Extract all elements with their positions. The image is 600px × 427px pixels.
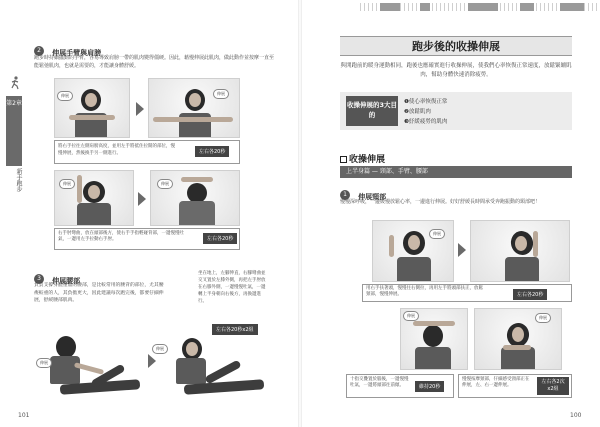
photo-neck-stretch-4 [474,308,562,370]
photo-neck-stretch-3 [400,308,468,370]
stripe-tick [588,3,589,11]
stripe-tick [512,3,513,11]
step1-caption-box-2 [346,374,454,398]
stripe-segment [468,3,498,11]
stripe-tick [544,3,545,11]
section2-title: 伸展手臂與肩膀 [52,49,102,57]
stripe-tick [504,3,505,11]
stripe-tick [452,3,453,11]
photo-shoulder-stretch-1 [54,170,134,226]
bubble: 伸展 [152,344,168,354]
stripe-tick [360,3,361,11]
stripe-tick [584,3,585,11]
arrow-right-icon [136,102,144,116]
bubble: 伸展 [429,229,445,239]
stripe-tick [540,3,541,11]
stripe-tick [412,3,413,11]
section3-text: 負責支撐身體重量的腰部，是比較常用的腰背的部位，尤其腰痠較重的人，其負擔更大，因此建議每次跑完後，都要仔細伸展，舒緩腰部肌肉。 [34,283,164,303]
step1-badge-2: 維持20秒 [415,381,444,392]
goals-label: 收操伸展的3大目的 [346,96,398,126]
stripe-tick [404,3,405,11]
stripe-tick [376,3,377,11]
step1-caption-2: 十指交疊置於腦後，一邊慢慢吐氣，一邊將頭部往前傾。 [350,377,409,388]
stripe-tick [400,3,401,11]
step1-caption-box-1 [362,284,572,302]
page-title: 跑步後的收操伸展 [340,36,572,56]
page-number: 101 [18,412,30,419]
chapter-tab [6,96,22,166]
step1-badge-3: 左右各2次x2組 [537,377,569,395]
photo-neck-stretch-1 [372,220,454,282]
stripe-tick [500,3,501,11]
section3-title: 伸展腰部 [52,277,81,285]
goal-item: ❷放鬆肌肉 [404,109,431,115]
chapter-tab-sub: 新手跑步 [15,168,22,192]
bubble: 伸展 [535,313,551,323]
step2-badge: 左右各20秒 [203,233,237,244]
step1-caption-box [54,140,240,164]
bubble: 伸展 [213,89,229,99]
stripe-tick [596,3,597,11]
goal-item: ❶使心率恢復正常 [404,99,448,105]
stripe-tick [508,3,509,11]
photo-arm-stretch-2 [148,78,240,138]
step1-badge: 左右各20秒 [195,146,229,157]
step1-caption-1: 用右手扶著頭，慢慢往右側拉，再用左手將頭部扶正，放鬆頸部，慢慢伸展。 [366,286,483,297]
step1-number: 1 [340,190,350,200]
stripe-segment [560,3,584,11]
stripe-tick [460,3,461,11]
section-heading-text: 收操伸展 [349,155,386,165]
step3-badge: 左右各20秒x2組 [212,324,258,335]
stripe-tick [372,3,373,11]
photo-waist-twist-1 [40,332,150,402]
stripe-tick [548,3,549,11]
arrow-right-icon [458,243,466,257]
goal-item: ❸紓緩疲勞的肌肉 [404,119,448,125]
stripe-tick [556,3,557,11]
stripe-segment [420,3,430,11]
bubble: 伸展 [36,358,52,368]
stripe-tick [416,3,417,11]
stripe-tick [464,3,465,11]
arrow-right-icon [148,354,156,368]
step1-caption: 將右手拉往左側肩膀高度，並用左手將抵住拉開的部位，慢慢伸展，然後換手另一側進行。 [58,144,175,156]
stripe-tick [516,3,517,11]
stripe-tick [408,3,409,11]
goals-box [340,92,572,130]
stripe-tick [456,3,457,11]
bubble: 伸展 [59,179,75,189]
square-bullet-icon [340,156,347,163]
step3-side-text: 坐在地上，左腳伸直，右腳彎曲並交叉置於左膝外側，再把左手肘放在右膝外側，一邊慢慢吐氣，一邊轉上半身朝向右後方，再換邊進行。 [198,271,266,304]
step1-badge-1: 左右各20秒 [513,289,547,300]
arrow-right-icon [138,192,146,206]
photo-neck-stretch-2 [470,220,570,282]
stripe-tick [368,3,369,11]
stripe-tick [592,3,593,11]
section2-number: 2 [34,46,44,56]
step1-title: 伸展頸部 [358,193,387,201]
stripe-tick [436,3,437,11]
bubble: 伸展 [403,311,419,321]
photo-arm-stretch-1 [54,78,130,138]
section3-number: 3 [34,274,44,284]
bubble: 伸展 [157,179,173,189]
step1-caption-box-3 [458,374,572,398]
stripe-segment [520,3,534,11]
chapter-tab-label: 第2章 [6,100,22,107]
bubble: 伸展 [57,91,73,101]
stripe-tick [440,3,441,11]
stripe-segment [380,3,400,11]
stripe-tick [448,3,449,11]
photo-shoulder-stretch-2 [150,170,240,226]
stripe-tick [536,3,537,11]
goals-list [404,97,447,127]
runner-icon [11,76,19,90]
step1-text: 慢慢深呼吸，一邊緩慢放鬆心率，一邊進行伸展。好好舒緩長時間承受奔跑振動的頸部吧！ [340,199,541,205]
step1-caption-3: 慢慢按摩頸部，仔細感受頸部正在伸展，左、右一邊伸展。 [462,377,530,388]
photo-waist-twist-2 [156,332,270,402]
book-gutter [298,0,302,427]
stripe-tick [552,3,553,11]
step2-caption: 右手肘彎曲，放在頭部後方，使右手手指輕碰背部，一邊慢慢吐氣，一邊用左手拉動右手肘。 [58,231,184,242]
stripe-tick [444,3,445,11]
stripe-tick [364,3,365,11]
stripe-tick [432,3,433,11]
section2-text: 跑步時持續擺動的手臂，容易導致肩膀一帶的肌肉變得僵硬。因此，藉慢伸展此肌肉，做此動作並按摩一直至能鬆弛肌肉，也就是需要的，才能讓身體舒緩。 [34,55,275,69]
section-heading [340,152,385,165]
intro-text: 與開跑前的暖身運動相同，跑後也應確實進行收操伸展，使我們心率恢復正常速度，放鬆緊繃肌肉，幫助身體快速消除疲勞。 [340,63,572,78]
subsection-bar: 上半身篇 — 頸部、手臂、腰部 [340,166,572,178]
step2-caption-box [54,228,240,250]
page-number: 100 [570,412,582,419]
